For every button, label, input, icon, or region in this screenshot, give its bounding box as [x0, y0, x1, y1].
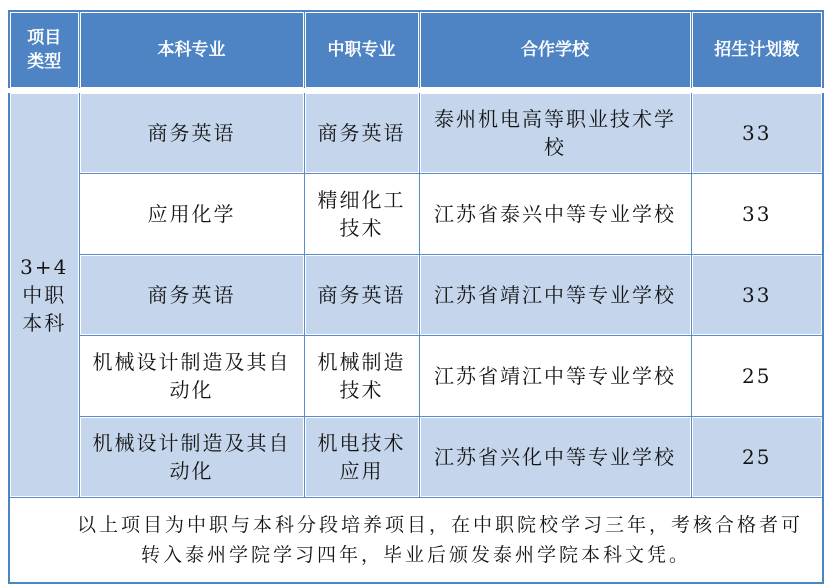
partner-school-cell: 江苏省靖江中等专业学校	[419, 336, 691, 417]
partner-school-cell: 江苏省泰兴中等专业学校	[419, 174, 691, 255]
partner-school-cell: 江苏省靖江中等专业学校	[419, 255, 691, 336]
enrollment-cell: 33	[691, 91, 823, 174]
header-project-type-line: 类型	[27, 52, 62, 72]
header-partner-school: 合作学校	[419, 11, 691, 91]
project-type-cell	[9, 91, 79, 498]
enrollment-plan-table	[8, 10, 824, 584]
vocational-major-cell: 机电技术应用	[304, 417, 419, 498]
undergrad-major-cell: 商务英语	[79, 255, 304, 336]
enrollment-cell: 25	[691, 417, 823, 498]
header-enrollment-plan: 招生计划数	[691, 11, 823, 91]
project-type-line: 中职	[22, 283, 67, 307]
undergrad-major-cell: 机械设计制造及其自动化	[79, 336, 304, 417]
undergrad-major-cell: 应用化学	[79, 174, 304, 255]
note-text: 以上项目为中职与本科分段培养项目，在中职院校学习三年，考核合格者可转入泰州学院学习四年，毕业后颁发泰州学院本科文凭。	[9, 498, 823, 584]
enrollment-cell: 33	[691, 255, 823, 336]
note-row	[9, 498, 823, 584]
header-project-type	[9, 11, 79, 91]
table-row	[9, 255, 823, 336]
table-row	[9, 174, 823, 255]
partner-school-cell: 江苏省兴化中等专业学校	[419, 417, 691, 498]
project-type-line: 本科	[22, 311, 67, 335]
undergrad-major-cell: 机械设计制造及其自动化	[79, 417, 304, 498]
header-undergrad-major: 本科专业	[79, 11, 304, 91]
table-row	[9, 336, 823, 417]
vocational-major-cell: 精细化工技术	[304, 174, 419, 255]
header-vocational-major: 中职专业	[304, 11, 419, 91]
enrollment-cell: 33	[691, 174, 823, 255]
vocational-major-cell: 机械制造技术	[304, 336, 419, 417]
table-row	[9, 91, 823, 174]
vocational-major-cell: 商务英语	[304, 255, 419, 336]
vocational-major-cell: 商务英语	[304, 91, 419, 174]
project-type-line: 3+4	[20, 255, 69, 279]
partner-school-cell: 泰州机电高等职业技术学校	[419, 91, 691, 174]
enrollment-cell: 25	[691, 336, 823, 417]
header-row	[9, 11, 823, 91]
undergrad-major-cell: 商务英语	[79, 91, 304, 174]
header-project-type-line: 项目	[27, 28, 62, 48]
table-row	[9, 417, 823, 498]
